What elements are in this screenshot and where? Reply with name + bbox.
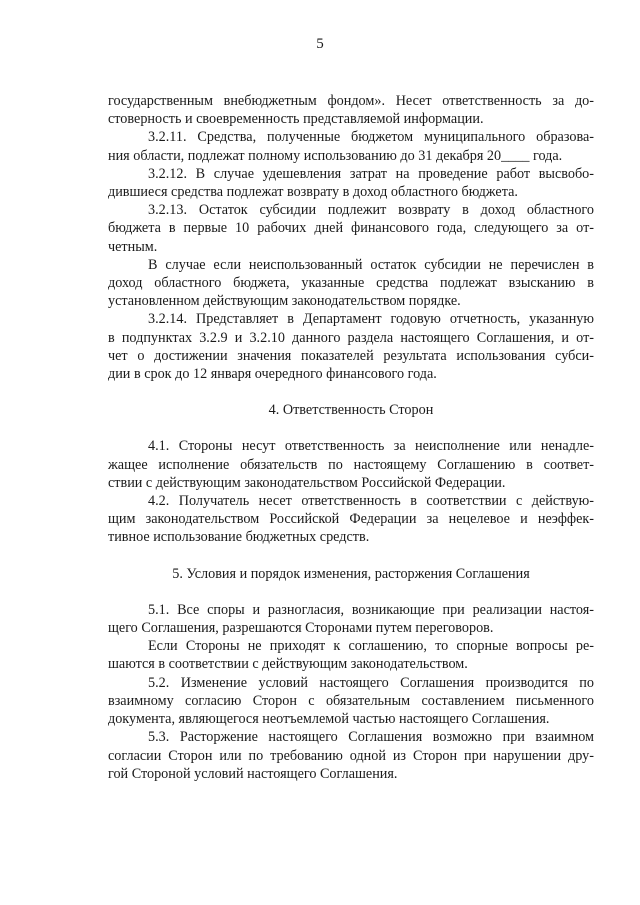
paragraph-5-3: [108, 728, 594, 783]
text-line: 3.2.14. Представляет в Департамент годовую отчетность, указанную: [148, 311, 594, 328]
text-line: дии в срок до 12 января очередного финансового года.: [108, 366, 437, 383]
text-line: 3.2.13. Остаток субсидии подлежит возврату в доход областного: [148, 202, 594, 219]
text-line: взаимному согласию Сторон с обязательным составлением письменного: [108, 692, 594, 709]
text-line: ния области, подлежат полному использованию до 31 декабря 20____ года.: [108, 147, 563, 164]
paragraph-4-2: [108, 492, 594, 547]
text-line: 5.1. Все споры и разногласия, возникающие при реализации настоя-: [148, 601, 594, 618]
text-line: стоверность и своевременность представляемой информации.: [108, 111, 484, 128]
text-line: 5.3. Расторжение настоящего Соглашения возможно при взаимном: [148, 729, 594, 746]
text-line: документа, являющегося неотъемлемой частью настоящего Соглашения.: [108, 711, 550, 728]
spacer: [108, 419, 594, 437]
text-line: 4.2. Получатель несет ответственность в соответствии с действую-: [148, 493, 594, 510]
text-line: бюджета в первые 10 рабочих дней финансового года, следующего за от-: [108, 220, 594, 237]
page-number: 5: [316, 36, 324, 52]
text-line: согласии Сторон или по требованию одной из Сторон при нарушении дру-: [108, 747, 594, 764]
paragraph-3-2-11: [108, 128, 594, 164]
paragraph-5-1: [108, 601, 594, 637]
paragraph-5-2: [108, 674, 594, 729]
text-line: доход областного бюджета, указанные средства подлежат взысканию в: [108, 275, 594, 292]
paragraph-disputes: [108, 637, 594, 673]
paragraph-unused-balance: [108, 256, 594, 311]
text-line: чет о достижении значения показателей результата использования субси-: [108, 347, 594, 364]
text-line: гой Стороной условий настоящего Соглашения.: [108, 765, 398, 782]
text-line: 4.1. Стороны несут ответственность за неисполнение или ненадле-: [148, 438, 594, 455]
section-4-title: 4. Ответственность Сторон: [268, 402, 434, 419]
document-body: [108, 92, 594, 783]
text-line: государственным внебюджетным фондом». Несет ответственность за до-: [108, 93, 594, 109]
text-line: щим законодательством Российской Федерации за нецелевое и неэффек-: [108, 511, 594, 528]
text-line: в подпунктах 3.2.9 и 3.2.10 данного раздела настоящего Соглашения, и от-: [108, 329, 594, 346]
text-line: 3.2.12. В случае удешевления затрат на проведение работ высвобо-: [148, 165, 594, 182]
text-line: 5.2. Изменение условий настоящего Соглашения производится по: [148, 674, 594, 691]
paragraph-4-1: [108, 437, 594, 492]
text-line: дившиеся средства подлежат возврату в доход областного бюджета.: [108, 184, 518, 201]
text-line: шаются в соответствии с действующим законодательством.: [108, 656, 468, 673]
section-5-title: 5. Условия и порядок изменения, расторжения Соглашения: [172, 565, 530, 582]
text-line: жащее исполнение обязательств по настоящему Соглашению в соответ-: [108, 456, 594, 473]
paragraph-intro: [108, 92, 594, 128]
text-line: Если Стороны не приходят к соглашению, то спорные вопросы ре-: [148, 638, 594, 655]
text-line: В случае если неиспользованный остаток субсидии не перечислен в: [148, 256, 594, 273]
text-line: тивное использование бюджетных средств.: [108, 529, 370, 546]
text-line: 3.2.11. Средства, полученные бюджетом муниципального образова-: [148, 129, 594, 146]
spacer: [108, 583, 594, 601]
paragraph-3-2-13: [108, 201, 594, 256]
spacer: [108, 547, 594, 565]
paragraph-3-2-12: [108, 165, 594, 201]
text-line: ствии с действующим законодательством Российской Федерации.: [108, 474, 506, 491]
spacer: [108, 383, 594, 401]
text-line: установленном действующим законодательством порядке.: [108, 293, 461, 310]
text-line: четным.: [108, 238, 158, 255]
text-line: щего Соглашения, разрешаются Сторонами путем переговоров.: [108, 620, 494, 637]
paragraph-3-2-14: [108, 310, 594, 383]
